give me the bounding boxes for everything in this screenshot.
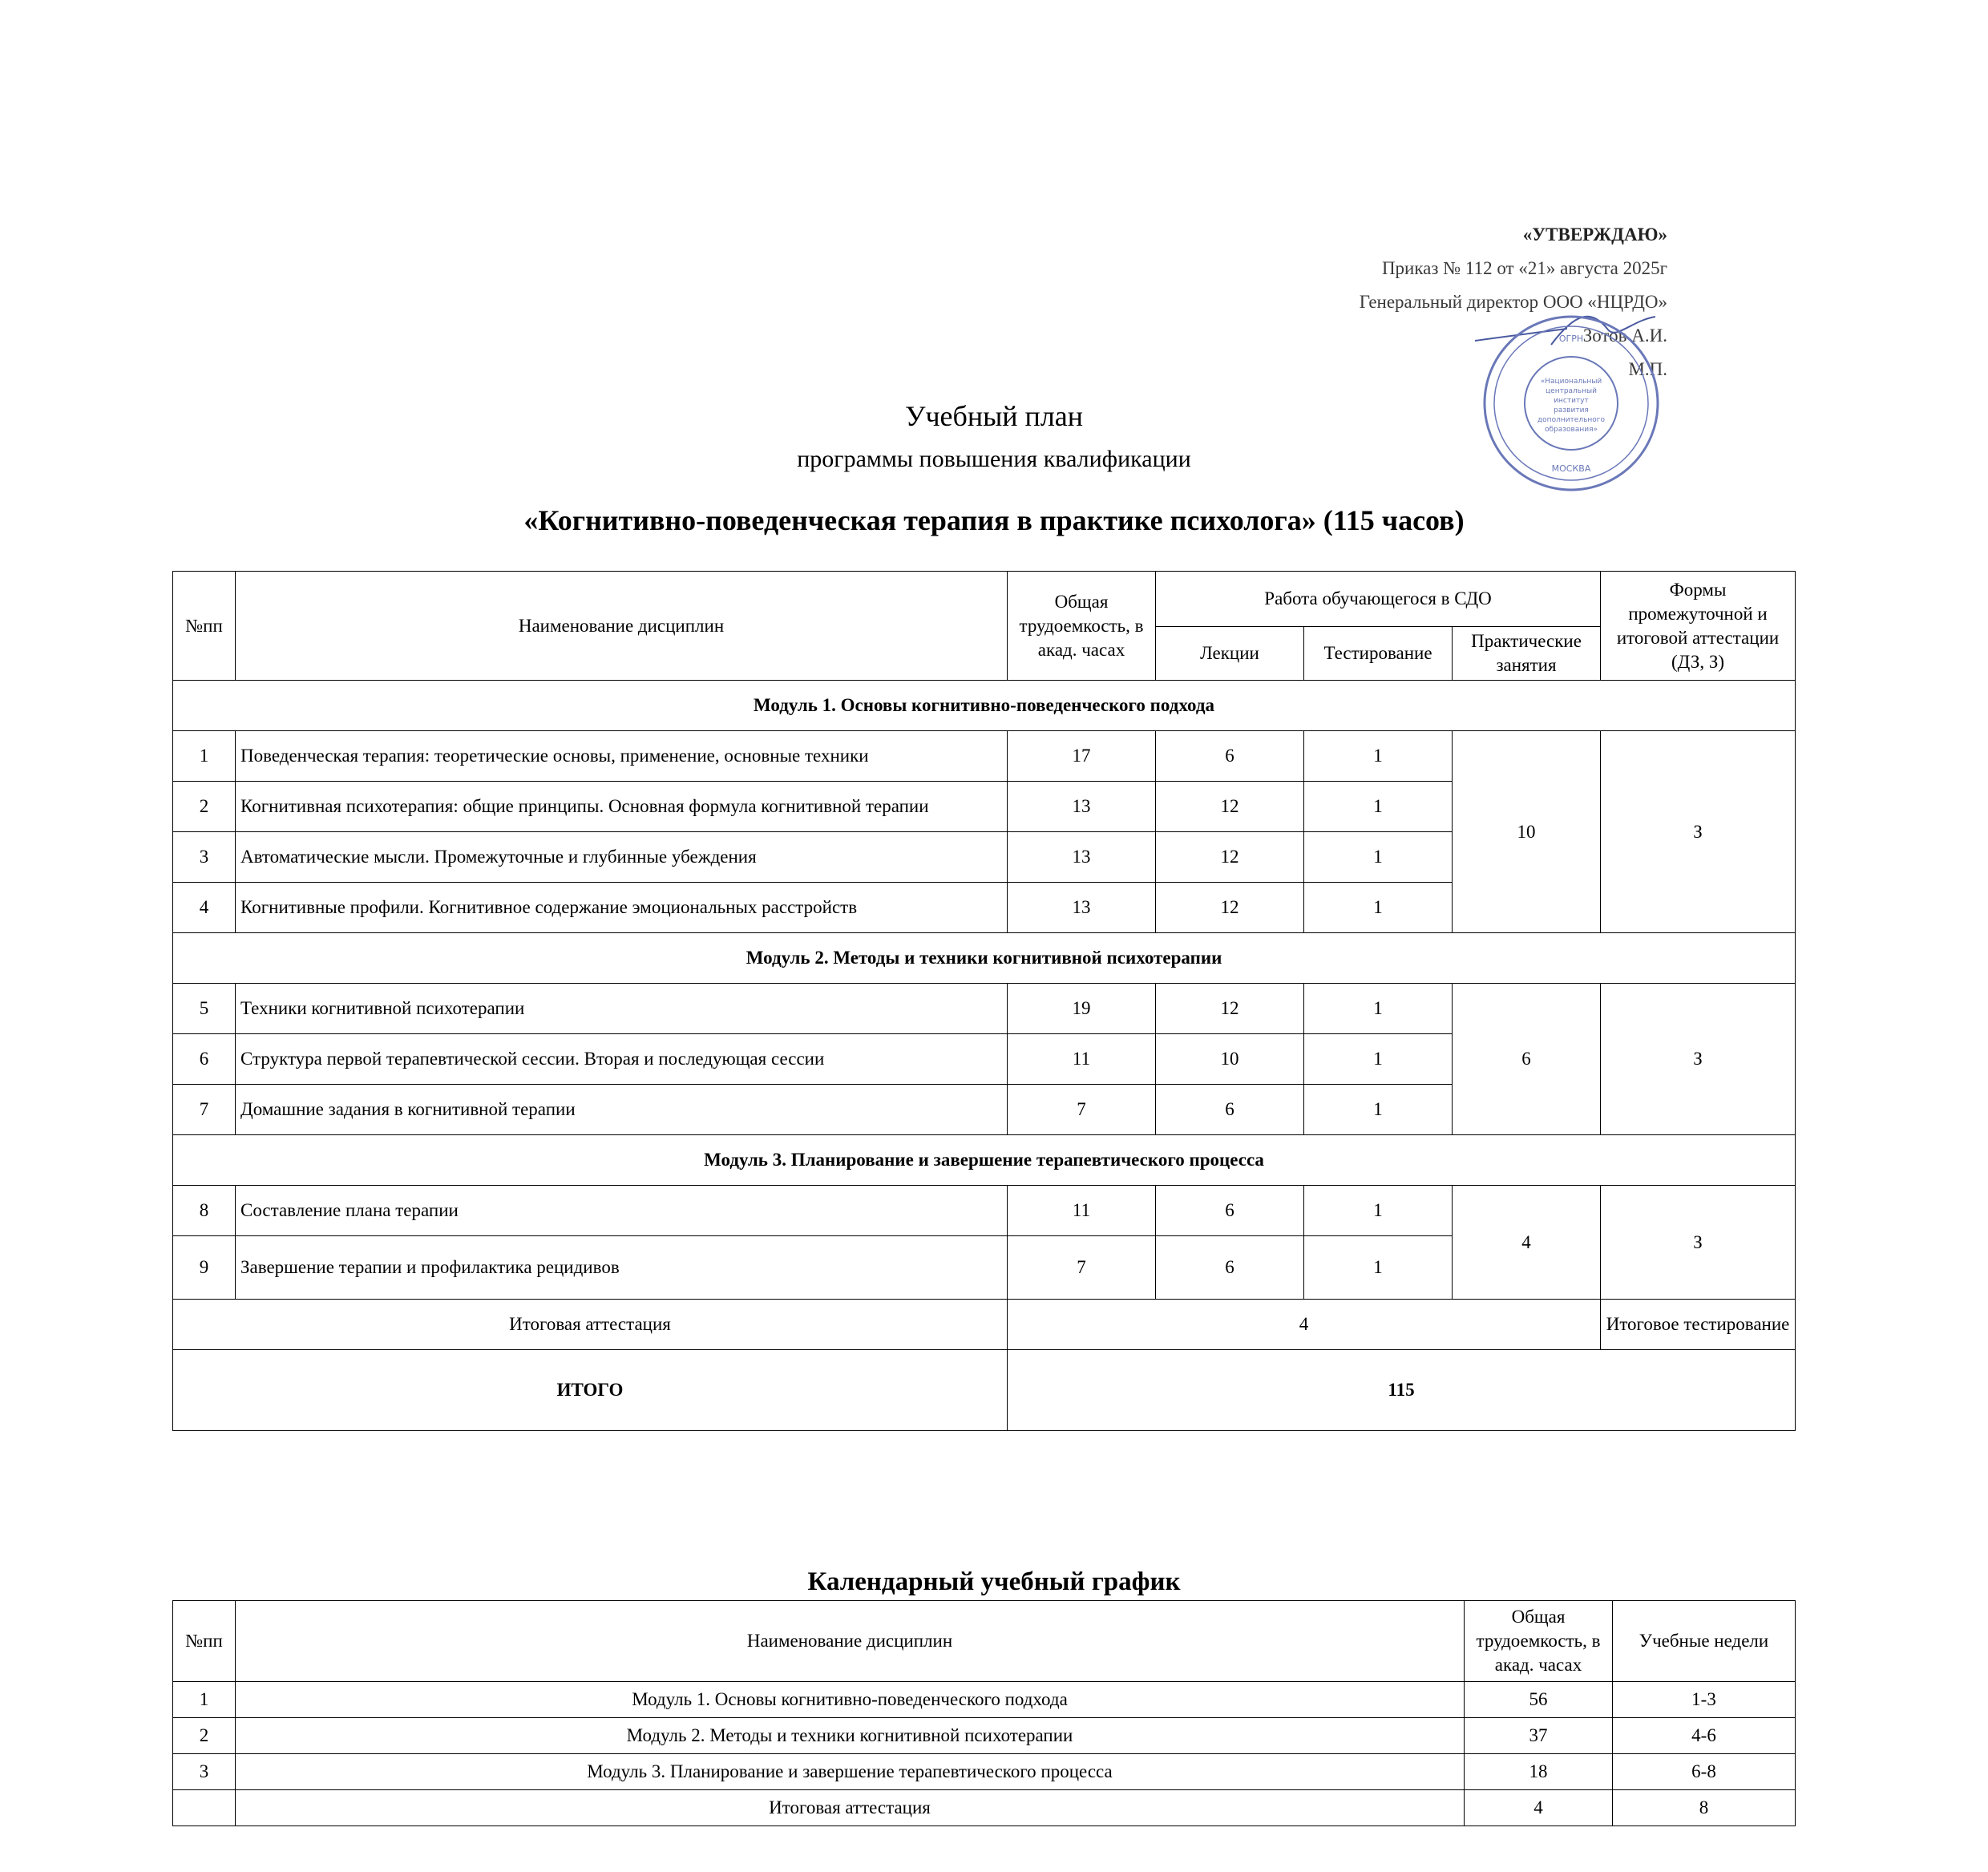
svg-text:образования»: образования» — [1544, 426, 1598, 434]
svg-text:дополнительного: дополнительного — [1537, 416, 1606, 424]
row-name: Домашние задания в когнитивной терапии — [236, 1085, 1008, 1135]
svg-text:ОГРН: ОГРН — [1558, 334, 1584, 344]
row-num: 8 — [173, 1186, 236, 1236]
row-name: Составление плана терапии — [236, 1186, 1008, 1236]
row-total: 13 — [1008, 883, 1156, 933]
row-total: 18 — [1465, 1754, 1613, 1790]
final-attestation-label: Итоговая аттестация — [173, 1300, 1008, 1350]
header-testing: Тестирование — [1304, 627, 1453, 681]
header-num: №пп — [173, 572, 236, 681]
row-lectures: 12 — [1156, 782, 1304, 832]
row-name: Модуль 2. Методы и техники когнитивной психотерапии — [236, 1718, 1465, 1754]
svg-text:центральный: центральный — [1546, 387, 1597, 395]
row-testing: 1 — [1304, 1236, 1453, 1300]
header-lectures: Лекции — [1156, 627, 1304, 681]
row-testing: 1 — [1304, 1034, 1453, 1085]
approval-name: Зотов А.И. — [1582, 325, 1667, 346]
module-title: Модуль 2. Методы и техники когнитивной психотерапии — [173, 933, 1796, 984]
svg-text:«Национальный: «Национальный — [1540, 378, 1602, 386]
row-name: Завершение терапии и профилактика рецидивов — [236, 1236, 1008, 1300]
plan-title: Учебный план — [904, 400, 1084, 432]
row-num: 2 — [173, 782, 236, 832]
final-attestation-form: Итоговое тестирование — [1601, 1300, 1796, 1350]
row-total: 7 — [1008, 1085, 1156, 1135]
total-label: ИТОГО — [173, 1350, 1008, 1431]
plan-subtitle: программы повышения квалификации — [797, 446, 1191, 472]
table-row — [173, 731, 1796, 782]
row-lectures: 10 — [1156, 1034, 1304, 1085]
module-form: З — [1601, 731, 1796, 933]
row-weeks: 6-8 — [1613, 1754, 1796, 1790]
header-forms: Формы промежуточной и итоговой аттестации (ДЗ, З) — [1601, 572, 1796, 681]
row-testing: 1 — [1304, 984, 1453, 1034]
row-name: Модуль 3. Планирование и завершение терапевтического процесса — [236, 1754, 1465, 1790]
row-name: Автоматические мысли. Промежуточные и глубинные убеждения — [236, 832, 1008, 883]
row-name: Модуль 1. Основы когнитивно-поведенческого подхода — [236, 1682, 1465, 1718]
row-name: Структура первой терапевтической сессии. Вторая и последующая сессии — [236, 1034, 1008, 1085]
row-num: 7 — [173, 1085, 236, 1135]
module-title: Модуль 1. Основы когнитивно-поведенческого подхода — [173, 681, 1796, 731]
module-form: З — [1601, 1186, 1796, 1300]
row-total: 4 — [1465, 1790, 1613, 1826]
approval-header: «УТВЕРЖДАЮ» — [1522, 224, 1667, 245]
row-name: Когнитивная психотерапия: общие принципы. Основная формула когнитивной терапии — [236, 782, 1008, 832]
table-row — [173, 1682, 1796, 1718]
row-weeks: 1-3 — [1613, 1682, 1796, 1718]
row-total: 13 — [1008, 832, 1156, 883]
cal-header-total: Общая трудоемкость, в акад. часах — [1465, 1601, 1613, 1682]
approval-order: Приказ № 112 от «21» августа 2025г — [1381, 258, 1667, 278]
row-testing: 1 — [1304, 731, 1453, 782]
module-form: З — [1601, 984, 1796, 1135]
row-num — [173, 1790, 236, 1826]
svg-text:развития: развития — [1554, 406, 1589, 414]
row-num: 5 — [173, 984, 236, 1034]
row-total: 13 — [1008, 782, 1156, 832]
table-row — [173, 1186, 1796, 1236]
final-attestation-hours: 4 — [1008, 1300, 1601, 1350]
calendar-title: Календарный учебный график — [807, 1567, 1181, 1596]
row-lectures: 12 — [1156, 832, 1304, 883]
calendar-table — [172, 1600, 1796, 1826]
table-row — [173, 1790, 1796, 1826]
row-num: 4 — [173, 883, 236, 933]
row-name: Поведенческая терапия: теоретические основы, применение, основные техники — [236, 731, 1008, 782]
row-lectures: 12 — [1156, 984, 1304, 1034]
row-num: 3 — [173, 1754, 236, 1790]
row-testing: 1 — [1304, 1085, 1453, 1135]
row-num: 3 — [173, 832, 236, 883]
row-lectures: 12 — [1156, 883, 1304, 933]
cal-header-weeks: Учебные недели — [1613, 1601, 1796, 1682]
table-row — [173, 1754, 1796, 1790]
total-hours: 115 — [1008, 1350, 1796, 1431]
row-weeks: 4-6 — [1613, 1718, 1796, 1754]
table-row — [173, 1718, 1796, 1754]
row-weeks: 8 — [1613, 1790, 1796, 1826]
approval-mp: М.П. — [1628, 359, 1667, 379]
header-work: Работа обучающегося в СДО — [1156, 572, 1601, 627]
row-name: Когнитивные профили. Когнитивное содержание эмоциональных расстройств — [236, 883, 1008, 933]
module-title: Модуль 3. Планирование и завершение терапевтического процесса — [173, 1135, 1796, 1186]
row-num: 1 — [173, 731, 236, 782]
module-practice: 10 — [1453, 731, 1601, 933]
row-lectures: 6 — [1156, 731, 1304, 782]
table-row — [173, 984, 1796, 1034]
row-num: 9 — [173, 1236, 236, 1300]
svg-text:МОСКВА: МОСКВА — [1551, 463, 1591, 474]
row-lectures: 6 — [1156, 1236, 1304, 1300]
row-num: 6 — [173, 1034, 236, 1085]
approval-position: Генеральный директор ООО «НЦРДО» — [1359, 292, 1667, 312]
row-num: 1 — [173, 1682, 236, 1718]
row-total: 19 — [1008, 984, 1156, 1034]
row-name: Техники когнитивной психотерапии — [236, 984, 1008, 1034]
row-total: 11 — [1008, 1186, 1156, 1236]
row-testing: 1 — [1304, 883, 1453, 933]
row-lectures: 6 — [1156, 1186, 1304, 1236]
row-total: 7 — [1008, 1236, 1156, 1300]
curriculum-table — [172, 571, 1796, 1431]
cal-header-num: №пп — [173, 1601, 236, 1682]
row-name: Итоговая аттестация — [236, 1790, 1465, 1826]
row-total: 11 — [1008, 1034, 1156, 1085]
row-num: 2 — [173, 1718, 236, 1754]
row-testing: 1 — [1304, 782, 1453, 832]
header-name: Наименование дисциплин — [236, 572, 1008, 681]
cal-header-name: Наименование дисциплин — [236, 1601, 1465, 1682]
module-practice: 6 — [1453, 984, 1601, 1135]
row-total: 17 — [1008, 731, 1156, 782]
row-lectures: 6 — [1156, 1085, 1304, 1135]
header-total: Общая трудоемкость, в акад. часах — [1008, 572, 1156, 681]
module-practice: 4 — [1453, 1186, 1601, 1300]
row-testing: 1 — [1304, 1186, 1453, 1236]
header-practice: Практические занятия — [1453, 627, 1601, 681]
program-title: «Когнитивно-поведенческая терапия в практике психолога» (115 часов) — [523, 504, 1465, 536]
row-total: 56 — [1465, 1682, 1613, 1718]
row-testing: 1 — [1304, 832, 1453, 883]
svg-text:институт: институт — [1554, 397, 1589, 405]
row-total: 37 — [1465, 1718, 1613, 1754]
